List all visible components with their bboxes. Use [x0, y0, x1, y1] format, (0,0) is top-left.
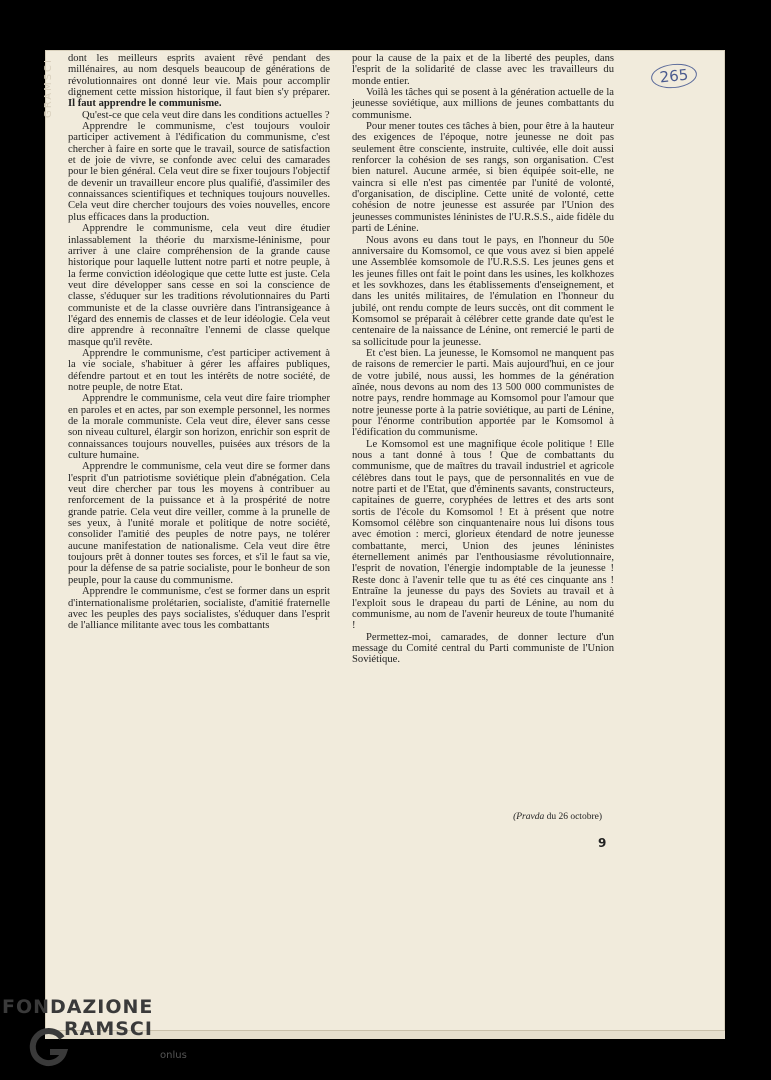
- paragraph: [68, 223, 330, 348]
- paragraph-text: Apprendre le communisme, c'est se former dans un esprit d'internationalisme prolétarien, socialiste, d'amitié fraternelle avec les peuples des pays socialistes, s'éduquer dans l'esprit de l'alliance militante avec tous les combattants: [68, 586, 330, 632]
- right-text-column: [352, 53, 614, 666]
- archive-stamp: GRAMSCI: [43, 58, 54, 119]
- handwritten-page-number: 265: [650, 62, 698, 91]
- paragraph-text: Apprendre le communisme, c'est toujours vouloir participer activement à l'édification du communisme, c'est chercher à faire en sorte que le travail, source de satisfaction et de joie de vivre, se confonde avec celui des camarades pour le bien général. Cela veut dire se fixer toujours l'objectif de devenir un travailleur encore plus qualifié, d'assimiler des connaissances scientifiques et techniques toujours nouvelles. Cela veut dire chercher toujours des voies nouvelles, encore plus efficaces dans la production.: [68, 121, 330, 223]
- watermark-line2: RAMSCI: [64, 1018, 153, 1040]
- paragraph: [68, 348, 330, 393]
- emphasis-text: Il faut apprendre le communisme.: [68, 98, 222, 110]
- archive-watermark: [2, 996, 202, 1076]
- paragraph-text: dont les meilleurs esprits avaient rêvé pendant des millénaires, au nom desquels beaucoup de générations de révolutionnaires ont donné leur vie. Mais pour accomplir dignement cette mission historique, il faut bien s'y préparer.: [68, 53, 330, 99]
- paragraph-text: Apprendre le communisme, cela veut dire se former dans l'esprit d'un patriotisme soviétique plein d'abnégation. Cela veut dire chercher par tous les moyens à contribuer au renforcement de la puissance et à la prospérité de notre grande patrie. Cela veut dire veiller, comme à la prunelle de ses yeux, à l'unité morale et politique de notre société, consolider l'amitié des peuples de notre pays, ne tolérer aucune manifestation de nationalisme. Cela veut dire être toujours prêt à donner toutes ses forces, et s'il le faut sa vie, pour la défense de sa patrie socialiste, pour le bonheur de son peuple, pour la cause du communisme.: [68, 461, 330, 586]
- paragraph: [68, 53, 330, 110]
- paragraph-text: Qu'est-ce que cela veut dire dans les conditions actuelles ?: [82, 109, 330, 121]
- paragraph: [68, 121, 330, 223]
- watermark-line1: FONDAZIONE: [2, 996, 154, 1018]
- paragraph: [352, 235, 614, 348]
- paragraph-text: Apprendre le communisme, cela veut dire faire triompher en paroles et en actes, par son exemple personnel, les normes de la morale communiste. Cela veut dire, élever sans cesse son niveau culturel, élargir son horizon, enrichir son esprit de connaissances toujours nouvelles, puisées aux trésors de la culture humaine.: [68, 393, 330, 462]
- paragraph: [68, 393, 330, 461]
- paragraph-text: Permettez-moi, camarades, de donner lecture d'un message du Comité central du Parti communiste de l'Union Soviétique.: [352, 631, 614, 666]
- watermark-suffix: onlus: [160, 1050, 187, 1061]
- paragraph: [68, 586, 330, 631]
- paragraph-text: pour la cause de la paix et de la liberté des peuples, dans l'esprit de la solidarité de classe avec les travailleurs du monde entier.: [352, 53, 614, 87]
- paragraph-text: Apprendre le communisme, cela veut dire étudier inlassablement la théorie du marxisme-léninisme, pour arriver à une claire compréhension de la grande cause historique pour laquelle luttent notre parti et notre peuple, à la ferme conviction idéologique que cette lutte est juste. Cela veut dire développer sans cesse en soi la conscience de classe, s'éduquer sur les traditions révolutionnaires du Parti communiste et de la classe ouvrière dans l'intransigeance à l'égard des ennemis de classes et de leur idéologie. Cela veut dire apprendre à reconnaître l'ennemi de classe quelque masque qu'il revête.: [68, 223, 330, 348]
- paragraph: [352, 121, 614, 234]
- paragraph-text: Le Komsomol est une magnifique école politique ! Elle nous a tant donné à tous ! Que de combattants du communisme, que de maîtres du travail industriel et agricole célèbres dans tout le pays, que de personnalités en vue de notre parti et de l'Etat, que d'éminents savants, constructeurs, capitaines de guerre, coryphées de lettres et des arts sont sortis de l'école du Komsomol ! Et à présent que notre Komsomol célèbre son cinquantenaire nous lui disons tous avec émotion : merci, glorieux étendard de notre jeunesse combattante, merci, Union des jeunes léninistes éternellement animés par l'enthousiasme révolutionnaire, l'esprit de novation, l'énergie indomptable de la jeunesse ! Reste donc à l'avenir telle que tu as été ces cinquante ans ! Entraîne la jeunesse du pays des Soviets au travail et à l'exploit sous le drapeau du parti de Lénine, au nom du communisme, au nom de l'avenir heureux de toute l'humanité !: [352, 438, 614, 632]
- paragraph-text: Voilà les tâches qui se posent à la génération actuelle de la jeunesse soviétique, aux millions de jeunes combattants du communisme.: [352, 87, 614, 121]
- paragraph-text: Apprendre le communisme, c'est participer activement à la vie sociale, s'habituer à gérer les affaires publiques, défendre partout et en tout les intérêts de notre société, de notre peuple, de notre Etat.: [68, 347, 330, 393]
- paragraph: [352, 53, 614, 87]
- source-citation: (Pravda du 26 octobre): [513, 812, 602, 822]
- paragraph: [352, 87, 614, 121]
- paragraph: [352, 348, 614, 439]
- paragraph: [68, 110, 330, 121]
- paragraph: [352, 632, 614, 666]
- source-date: du 26 octobre): [544, 812, 602, 822]
- paragraph-text: Nous avons eu dans tout le pays, en l'honneur du 50e anniversaire du Komsomol, ce que vous avez si bien appelé une Assemblée komsomole de l'U.R.S.S. Les jeunes gens et les jeunes filles ont fait le point dans les usines, les kolkhozes et les sovkhozes, dans les établissements d'enseignement, et dans les unités militaires, de l'émulation en l'honneur du jubilé, ont rendu compte de leurs succès, ont dit comment le Komsomol se préparait à célébrer cette grande date qu'est le centenaire de la naissance de Lénine, ont remercié le parti de sa sollicitude pour la jeunesse.: [352, 234, 614, 348]
- source-publication: Pravda: [516, 812, 545, 822]
- printed-page-number: 9: [598, 836, 607, 850]
- paragraph-text: Et c'est bien. La jeunesse, le Komsomol ne manquent pas de raisons de remercier le parti. Mais aujourd'hui, en ce jour de votre jubilé, nous aussi, les hommes de la génération aînée, nous devons au nom des 13 500 000 communistes de notre pays, rendre hommage au Komsomol pour l'amour que notre jeunesse porte à la patrie soviétique, au parti de Lénine, pour l'énorme contribution apportée par le Komsomol à l'édification du communisme.: [352, 347, 614, 439]
- left-text-column: [68, 53, 330, 632]
- paragraph: [352, 439, 614, 632]
- paragraph-text: Pour mener toutes ces tâches à bien, pour être à la hauteur des exigences de l'époque, notre jeunesse ne doit pas seulement être consciente, instruite, cultivée, elle doit aussi renforcer la cohésion de ses rangs, son organisation. C'est bien naturel. Aucune armée, si bien équipée soit-elle, ne vaincra si elle n'est pas cimentée par l'unité de volonté, d'organisation, de discipline. Cette unité de volonté, cette cohésion de notre jeunesse est assurée par l'Union des jeunesses communistes léninistes de l'U.R.S.S., aide fidèle du parti de Lénine.: [352, 121, 614, 235]
- paragraph: [68, 461, 330, 586]
